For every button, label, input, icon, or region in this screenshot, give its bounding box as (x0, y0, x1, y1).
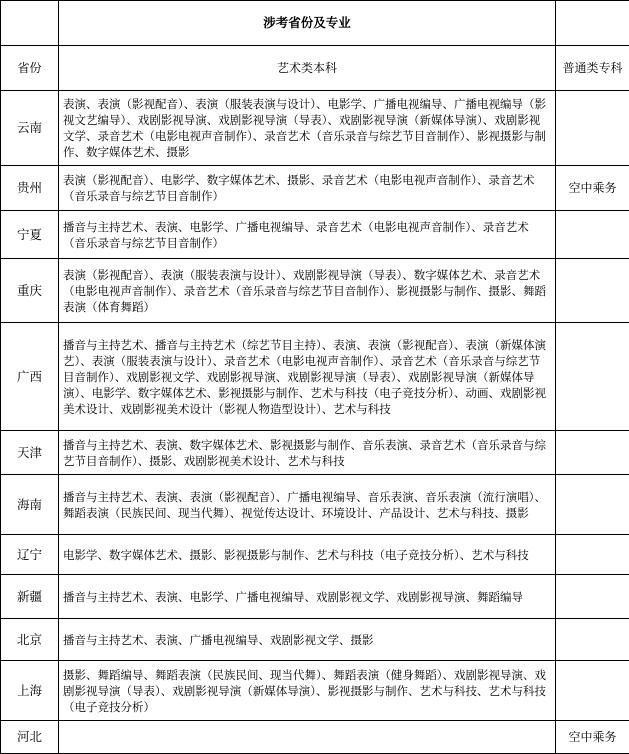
table-row (1, 661, 629, 721)
header-province: 省份 (1, 46, 59, 91)
art-majors-cell: 摄影、舞蹈编导、舞蹈表演（民族民间、现当代舞）、舞蹈表演（健身舞蹈）、戏剧影视导演、戏剧影视导演（导表）、戏剧影视导演（新媒体导演）、影视摄影与制作、艺术与科技、艺术与科技（电子竞技分析） (59, 661, 556, 721)
title-row (1, 1, 629, 46)
art-majors-cell: 表演、表演（影视配音）、表演（服装表演与设计）、电影学、广播电视编导、广播电视编导（影视文艺编导）、戏剧影视导演、戏剧影视导演（导表）、戏剧影视导演（新媒体导演）、戏剧影视文学、录音艺术（电影电视声音制作）、录音艺术（音乐录音与综艺节目音制作）、影视摄影与制作、数字媒体艺术、摄影 (59, 91, 556, 166)
table-row (1, 619, 629, 661)
province-cell: 天津 (1, 431, 59, 475)
title-blank-cell-right (556, 1, 629, 46)
vocational-cell (556, 211, 629, 259)
art-majors-cell: 播音与主持艺术、表演、数字媒体艺术、影视摄影与制作、音乐表演、录音艺术（音乐录音与综艺节目音制作）、摄影、戏剧影视美术设计、艺术与科技 (59, 431, 556, 475)
header-row (1, 46, 629, 91)
table-row (1, 323, 629, 431)
vocational-cell (556, 661, 629, 721)
art-majors-cell: 表演（影视配音）、表演（服装表演与设计）、戏剧影视导演（导表）、数字媒体艺术、录音艺术（电影电视声音制作）、录音艺术（音乐录音与综艺节目音制作）、影视摄影与制作、摄影、舞蹈表演（体育舞蹈） (59, 259, 556, 323)
table-row (1, 475, 629, 535)
vocational-cell (556, 619, 629, 661)
table-row (1, 91, 629, 166)
art-majors-cell: 播音与主持艺术、表演、广播电视编导、戏剧影视文学、摄影 (59, 619, 556, 661)
vocational-cell (556, 259, 629, 323)
table-row (1, 166, 629, 211)
vocational-cell: 空中乘务 (556, 166, 629, 211)
vocational-cell (556, 475, 629, 535)
table-row (1, 259, 629, 323)
vocational-cell: 空中乘务 (556, 721, 629, 754)
header-art: 艺术类本科 (59, 46, 556, 91)
province-cell: 贵州 (1, 166, 59, 211)
province-cell: 广西 (1, 323, 59, 431)
province-cell: 海南 (1, 475, 59, 535)
header-vocational: 普通类专科 (556, 46, 629, 91)
table-row (1, 431, 629, 475)
art-majors-cell: 播音与主持艺术、播音与主持艺术（综艺节目主持）、表演、表演（影视配音）、表演（新媒体演艺）、表演（服装表演与设计）、录音艺术（电影电视声音制作）、录音艺术（音乐录音与综艺节目音制作）、戏剧影视文学、戏剧影视导演、戏剧影视导演（导表）、戏剧影视导演（新媒体导演）、电影学、数字媒体艺术、影视摄影与制作、艺术与科技（电子竞技分析）、动画、戏剧影视美术设计、戏剧影视美术设计（影视人物造型设计）、艺术与科技 (59, 323, 556, 431)
vocational-cell (556, 91, 629, 166)
art-majors-cell: 表演（影视配音）、电影学、数字媒体艺术、摄影、录音艺术（电影电视声音制作）、录音艺术（音乐录音与综艺节目音制作） (59, 166, 556, 211)
province-cell: 河北 (1, 721, 59, 754)
vocational-cell (556, 431, 629, 475)
art-majors-cell: 播音与主持艺术、表演、电影学、广播电视编导、录音艺术（电影电视声音制作）、录音艺术（音乐录音与综艺节目音制作） (59, 211, 556, 259)
table-row (1, 575, 629, 619)
table-row (1, 535, 629, 575)
art-majors-cell: 电影学、数字媒体艺术、摄影、影视摄影与制作、艺术与科技（电子竞技分析）、艺术与科技 (59, 535, 556, 575)
table-title: 涉考省份及专业 (59, 1, 556, 46)
art-majors-cell: 播音与主持艺术、表演、电影学、广播电视编导、戏剧影视文学、戏剧影视导演、舞蹈编导 (59, 575, 556, 619)
title-blank-cell (1, 1, 59, 46)
province-cell: 宁夏 (1, 211, 59, 259)
vocational-cell (556, 535, 629, 575)
table-row (1, 211, 629, 259)
vocational-cell (556, 575, 629, 619)
province-cell: 辽宁 (1, 535, 59, 575)
province-cell: 上海 (1, 661, 59, 721)
art-majors-cell: 播音与主持艺术、表演、表演（影视配音）、广播电视编导、音乐表演、音乐表演（流行演唱）、舞蹈表演（民族民间、现当代舞）、视觉传达设计、环境设计、产品设计、艺术与科技、摄影 (59, 475, 556, 535)
province-cell: 新疆 (1, 575, 59, 619)
province-cell: 云南 (1, 91, 59, 166)
province-cell: 重庆 (1, 259, 59, 323)
province-cell: 北京 (1, 619, 59, 661)
vocational-cell (556, 323, 629, 431)
